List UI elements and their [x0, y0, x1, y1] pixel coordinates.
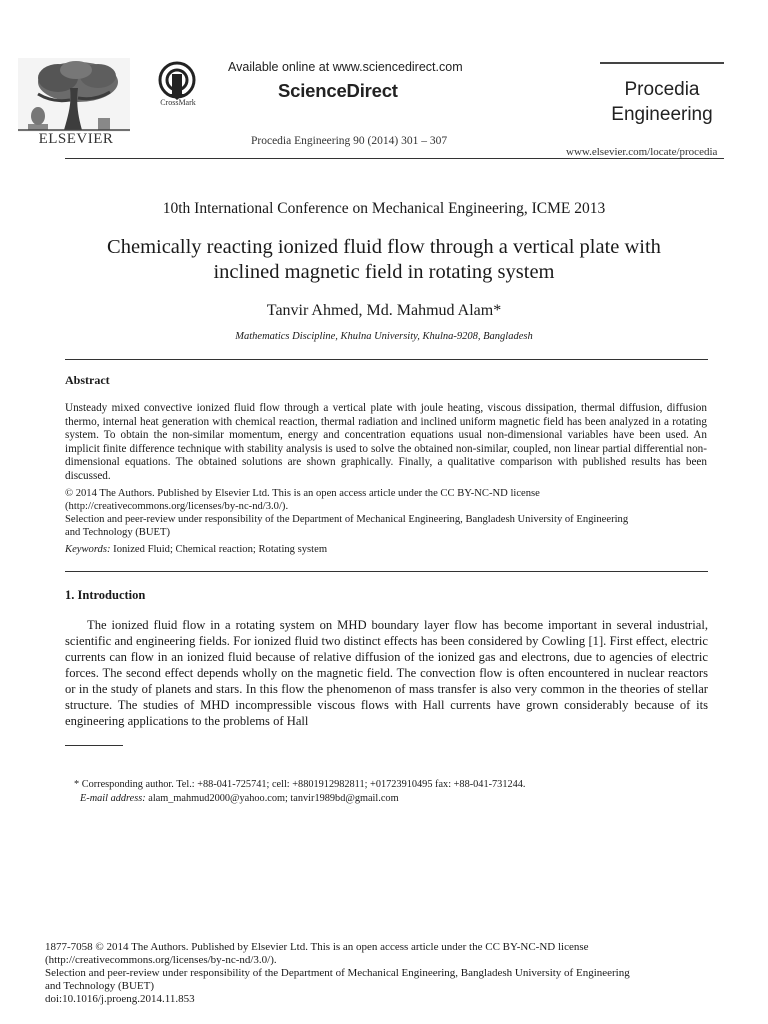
peer-review-note-line2: and Technology (BUET)	[65, 527, 170, 538]
license-link[interactable]: (http://creativecommons.org/licenses/by-nc-nd/3.0/).	[65, 501, 289, 512]
abstract-top-divider	[65, 359, 708, 360]
paper-authors: Tanvir Ahmed, Md. Mahmud Alam*	[266, 302, 502, 319]
email-footnote	[80, 792, 700, 805]
keywords-line	[65, 544, 327, 555]
bottom-peer-review-line1: Selection and peer-review under responsibility of the Department of Mechanical Engineering, Bangladesh University of Engineering	[45, 967, 630, 979]
introduction-body: The ionized fluid flow in a rotating system on MHD boundary layer flow has become important in several industrial, scientific and engineering fields. For ionized fluid two distinct effects has been considered by Cowling [1]. First effect, electric currents can flow in an ionized fluid because of relative diffusion of the ionized gas and electrons, due to agencies of electric forces. The second effect depends wholly on the magnetic field. The convection flow is often encountered in nuclear reactors or in the study of planets and stars. In this flow the phenomenon of mass transfer is also very common in the theories of stellar structure. The studies of MHD incompressible viscous flows with Hall currents have grown considerably because of its engineering applications to the problems of Hall	[65, 618, 708, 728]
bottom-peer-review-line2: and Technology (BUET)	[45, 980, 155, 992]
crossmark-label: CrossMark	[160, 98, 196, 107]
journal-title	[600, 77, 724, 127]
paper-title-line1: Chemically reacting ionized fluid flow through a vertical plate with	[107, 236, 661, 258]
bottom-license-link[interactable]: (http://creativecommons.org/licenses/by-nc-nd/3.0/).	[45, 954, 277, 966]
footnote-divider	[65, 745, 123, 746]
abstract-bottom-divider	[65, 571, 708, 572]
sciencedirect-wordmark[interactable]: ScienceDirect	[278, 80, 398, 101]
keywords-label: Keywords:	[65, 544, 111, 555]
introduction-heading: 1. Introduction	[65, 588, 146, 602]
email-label: E-mail address:	[80, 793, 146, 804]
available-online-text: Available online at www.sciencedirect.com	[228, 60, 463, 74]
keywords-list: Ionized Fluid; Chemical reaction; Rotating system	[110, 544, 328, 555]
copyright-notice: © 2014 The Authors. Published by Elsevier Ltd. This is an open access article under the CC BY-NC-ND license	[65, 488, 540, 499]
abstract-heading: Abstract	[65, 373, 110, 387]
email-addresses[interactable]: alam_mahmud2000@yahoo.com; tanvir1989bd@gmail.com	[145, 793, 399, 804]
abstract-body: Unsteady mixed convective ionized fluid flow through a vertical plate with joule heating, viscous dissipation, thermal diffusion, diffusion thermo, internal heat generation with chemical reaction, thermal radiation and inclined uniform magnetic field has been analyzed in a rotating system. To obtain the non-similar momentum, energy and concentration equations usual non-dimensional variables have been used. An implicit finite difference technique with stability analysis is used to solve the obtained non-similar, coupled, non linear partial differential non-dimensional equations. The obtained solutions are shown graphically. Finally, a qualitative comparison with published results has been discussed.	[65, 402, 707, 482]
issn-copyright: 1877-7058 © 2014 The Authors. Published by Elsevier Ltd. This is an open access article under the CC BY-NC-ND license	[45, 941, 589, 953]
corresponding-author-footnote: * Corresponding author. Tel.: +88-041-725741; cell: +8801912982811; +01723910495 fax: +88-041-731244.	[74, 779, 526, 790]
peer-review-note-line1: Selection and peer-review under responsibility of the Department of Mechanical Engineering, Bangladesh University of Engineering	[65, 514, 629, 525]
publisher-wordmark: ELSEVIER	[38, 131, 114, 147]
doi-link[interactable]: doi:10.1016/j.proeng.2014.11.853	[45, 993, 195, 1005]
header-divider	[65, 158, 724, 159]
author-affiliation: Mathematics Discipline, Khulna University, Khulna-9208, Bangladesh	[235, 331, 533, 342]
journal-title-line1: Procedia	[624, 79, 700, 100]
journal-url-link[interactable]: www.elsevier.com/locate/procedia	[566, 146, 718, 158]
paper-title-line2: inclined magnetic field in rotating system	[213, 261, 555, 283]
conference-name: 10th International Conference on Mechanical Engineering, ICME 2013	[162, 200, 606, 217]
paper-title	[40, 235, 728, 285]
journal-title-line2: Engineering	[611, 104, 713, 125]
journal-citation: Procedia Engineering 90 (2014) 301 – 307	[251, 135, 448, 147]
